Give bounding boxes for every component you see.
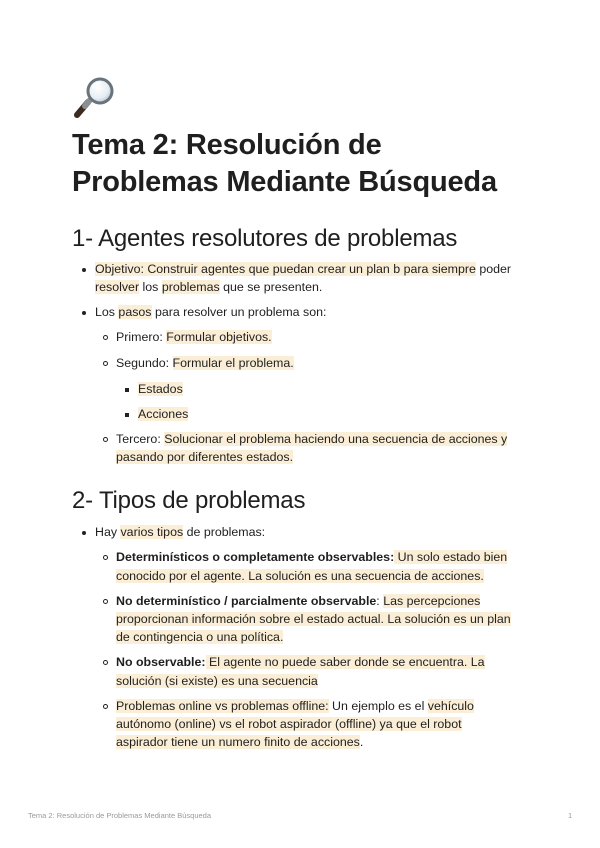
footer-title: Tema 2: Resolución de Problemas Mediante Búsqueda: [28, 811, 212, 820]
list-item-no-observable-cont: solución (si existe) es una secuencia: [116, 674, 318, 688]
list-item-estados: Estados: [138, 380, 183, 399]
footer-page-number: 1: [568, 811, 573, 820]
list-item-primero: Primero: Formular objetivos.: [116, 328, 272, 347]
page-title: Tema 2: Resolución de Problemas Mediante Búsqueda: [72, 129, 497, 198]
list-item-no-deterministico-cont2: de contingencia o una política.: [116, 630, 284, 644]
magnifying-glass-icon: [72, 76, 118, 120]
list-item-no-deterministico: No determinístico / parcialmente observable: Las percepciones: [116, 592, 480, 611]
list-item-pasos: Los pasos para resolver un problema son:: [95, 303, 326, 322]
list-item-acciones: Acciones: [138, 405, 188, 424]
list-item-online-offline-cont1: autónomo (online) vs el robot aspirador (offline) ya que el robot: [116, 717, 462, 731]
section-heading-tipos: 2- Tipos de problemas: [72, 487, 306, 514]
list-item-online-offline-cont2: aspirador tiene un numero finito de acciones.: [116, 735, 364, 749]
list-item-objetivo: Objetivo: Construir agentes que puedan crear un plan b para siempre poder: [95, 260, 511, 279]
list-item-objetivo-cont: resolver los problemas que se presenten.: [95, 280, 323, 294]
section-heading-agentes: 1- Agentes resolutores de problemas: [72, 225, 458, 252]
list-item-no-observable: No observable: El agente no puede saber donde se encuentra. La: [116, 653, 485, 672]
list-item-deterministicos-cont: conocido por el agente. La solución es una secuencia de acciones.: [116, 569, 484, 583]
list-item-deterministicos: Determinísticos o completamente observables: Un solo estado bien: [116, 548, 507, 567]
list-item-segundo: Segundo: Formular el problema.: [116, 354, 294, 373]
list-item-tercero: Tercero: Solucionar el problema haciendo una secuencia de acciones y: [116, 430, 507, 449]
list-item-online-offline: Problemas online vs problemas offline: Un ejemplo es el vehículo: [116, 697, 474, 716]
list-item-tercero-cont: pasando por diferentes estados.: [116, 450, 294, 464]
list-item-no-deterministico-cont1: proporcionan información sobre el estado actual. La solución es un plan: [116, 612, 511, 626]
list-item-varios-tipos: Hay varios tipos de problemas:: [95, 523, 265, 542]
